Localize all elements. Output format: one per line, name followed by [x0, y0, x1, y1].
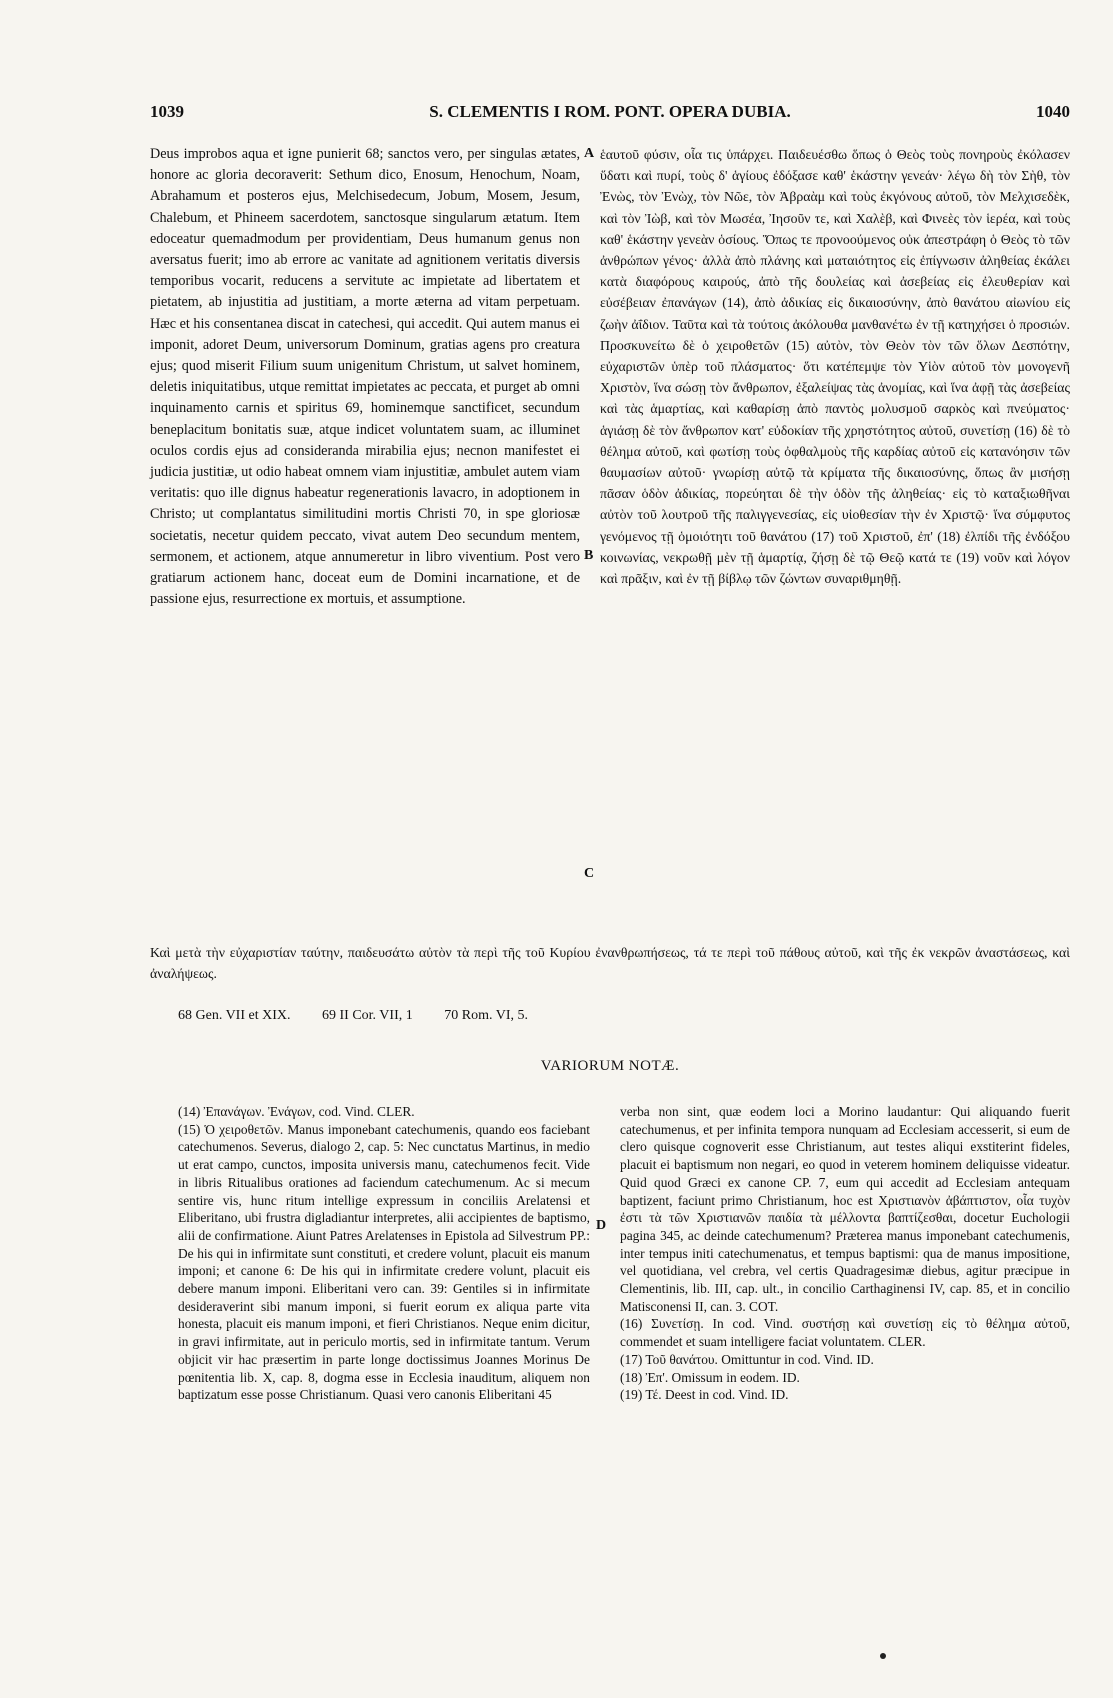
margin-letter-d: D	[596, 1218, 607, 1233]
notes-right-column	[620, 1103, 1070, 1404]
scripture-ref: 69 II Cor. VII, 1	[322, 1008, 413, 1023]
latin-text: Deus improbos aqua et igne punierit 68; sanctos vero, per singulas ætates, honore ac gloria decoraverit: Sethum dico, Enosum, Henochum, Noam, Abrahamum et posteros ejus, Melchisedecum, Jobum, Mosem, Jesum, Chalebum, et Phineem sacerdotem, sanctosque singularum ætatum. Item edoceatur quemadmodum per providentiam, Deus humanum genus non aversatus fuerit; imo ab errore ac vanitate ad agnitionem veritatis diversis temporibus vocarit, reducens a servitute ac impietate ad libertatem et pietatem, ab injustitia ad justitiam, a morte æterna ad vitam perpetuam. Hæc et his consentanea discat in catechesi, qui accedit. Qui autem manus ei imponit, adoret Deum, universorum Dominum, gratias agens pro creatura ejus; quod miserit Filium suum unigenitum Christum, ut salvet hominem, deletis iniquitatibus, utque remittat impietates ac peccata, et purget ab omni inquinamento carnis et spiritus 69, hominemque sanctificet, secundum beneplacitum bonitatis suæ, atque indicet voluntatem suam, ac illuminet oculos cordis ejus ad consideranda mirabilia ejus; necnon manifestet ei judicia justitiæ, ut odio habeat omnem viam injustitiæ, ambulet autem viam veritatis: quo ille dignus habeatur regenerationis lavacro, in adoptionem in Christo; ut complantatus similitudini mortis Christi 70, in spe gloriosæ societatis, necetur quidem peccato, vivat autem Deo secundum mentem, sermonem, et actionem, atque annumeretur in libro viventium. Post vero gratiarum actionem hanc, doceat eum de Domini incarnatione, et de passione ejus, resurrectione ex mortuis, et assumptione.	[150, 146, 580, 608]
greek-fullwidth-paragraph: Καὶ μετὰ τὴν εὐχαριστίαν ταύτην, παιδευσάτω αὐτὸν τὰ περὶ τῆς τοῦ Κυρίου ἐνανθρωπήσεως, τά τε περὶ τοῦ πάθους αὐτοῦ, καὶ τῆς ἐκ νεκρῶν ἀναστάσεως, καὶ ἀναλήψεως.	[150, 945, 1070, 981]
note-19: (19) Τέ. Deest in cod. Vind. ID.	[620, 1387, 789, 1403]
note-18: (18) Ἐπ'. Omissum in eodem. ID.	[620, 1369, 800, 1385]
note-14: (14) Ἐπανάγων. Ἐνάγων, cod. Vind. CLER.	[178, 1104, 415, 1119]
ink-speck	[880, 1653, 886, 1659]
note-15-continued: verba non sint, quæ eodem loci a Morino laudantur: Qui aliquando fuerit catechumenus, et per infinita tempora nunquam ad Ecclesiam accesserit, si eum de clero quisque cognoverit esse Christianum, aut testes aliqui exstiterint fideles, placuit ei baptismum non negari, eo quod in veterem hominem deliquisse videatur. Quid quod Græci ex canone CP. 7, eum qui accedit ad Ecclesiam antequam baptizent, faciunt primo Christianum, hoc est Χριστιανὸν ἀβάπτιστον, οἷα τυχὸν ἐστι τὰ τῶν Χριστιανῶν παιδία τὰ μέλλοντα βαπτίζεσθαι, docetur Euchologii pagina 345, ac deinde catechumenum? Præterea manus imponebant catechumenis, inter tempus initi catechumenatus, et tempus baptismi: qua de manus impositione, vel quotidiana, vel crebra, vel certis Quadragesimæ diebus, agitur præcipue in Clementinis, lib. III, cap. ult., in concilio Carthaginensi IV, cap. 85, et in concilio Matisconensi II, can. 3. COT.	[620, 1104, 1070, 1314]
notes-left-column	[178, 1103, 590, 1404]
greek-column	[600, 144, 1070, 589]
latin-column	[150, 144, 580, 610]
page-number-right: 1040	[1036, 102, 1070, 121]
page-number-left: 1039	[150, 102, 184, 121]
margin-letter-b: B	[584, 548, 594, 563]
scripture-ref: 68 Gen. VII et XIX.	[178, 1008, 291, 1023]
scripture-references	[178, 1008, 1038, 1024]
section-title: VARIORUM NOTÆ.	[540, 1058, 680, 1074]
running-title: S. CLEMENTIS I ROM. PONT. OPERA DUBIA.	[429, 102, 791, 121]
note-17: (17) Τοῦ θανάτου. Omittuntur in cod. Vind. ID.	[620, 1351, 874, 1367]
note-15: (15) Ὁ χειροθετῶν. Manus imponebant catechumenis, quando eos faciebant catechumenos. Severus, dialogo 2, cap. 5: Nec cunctatus Martinus, in medio ut erat campo, cunctos, imposita universis manu, catechumenos fecit. Vide in libris Ritualibus orationes ad faciendum catechumenum. Ac si mecum sentire vis, hunc ritum intellige expressum in conciliis Arelatensi et Eliberitano, ubi frustra digladiantur interpretes, alii accipientes de baptismo, alii de confirmatione. Aiunt Patres Arelatenses in Epistola ad Silvestrum PP.: De his qui in infirmitate sunt constituti, et credere volunt, placuit eis manum imponi; et canone 6: De his qui in infirmitate credere volunt, placuit eis debere manum imponi. Eliberitani vero can. 39: Gentiles si in infirmitate desideraverint sibi manum imponi, si fuerit eorum ex aliqua parte vita honesta, placuit eis manum imponi, et fieri Christianos. Neque enim dicitur, in gravi infirmitate, aut in periculo mortis, sed in infirmitate tantum. Verum objicit vir hac præsertim in parte longe doctissimus Joannes Morinus De pœnitentia lib. X, cap. 8, dogma esse in Ecclesia inauditum, aliquem non baptizatum esse posse Christianum. Quasi vero canonis Eliberitani 45	[178, 1121, 590, 1403]
note-16: (16) Συνετίσῃ. In cod. Vind. συστήσῃ καὶ συνετίσῃ εἰς τὸ θέλημα αὐτοῦ, commendet et suam intelligere faciat voluntatem. CLER.	[620, 1316, 1070, 1350]
scripture-ref: 70 Rom. VI, 5.	[444, 1008, 528, 1023]
margin-letter-a: A	[584, 146, 595, 161]
running-header	[150, 100, 1070, 128]
greek-text: ἑαυτοῦ φύσιν, οἷα τις ὑπάρχει. Παιδευέσθω ὅπως ὁ Θεὸς τοὺς πονηροὺς ἐκόλασεν ὕδατι καὶ πυρί, τοὺς δ' ἁγίους ἐδόξασε καθ' ἑκάστην γενεάν· λέγω δὴ τὸν Σὴθ, τὸν Ἐνὼς, τὸν Ἐνὼχ, τὸν Νῶε, τὸν Ἀβραὰμ καὶ τοὺς ἐκγόνους αὐτοῦ, τὸν Μελχισεδὲκ, καὶ τὸν Ἰὼβ, καὶ τὸν Μωσέα, Ἰησοῦν τε, καὶ Χαλὲβ, καὶ Φινεὲς τὸν ἱερέα, καὶ τοὺς καθ' ἑκάστην γενεὰν ὁσίους. Ὅπως τε προνοούμενος οὐκ ἀπεστράφη ὁ Θεὸς τὸ τῶν ἀνθρώπων γένος· ἀλλὰ ἀπὸ πλάνης καὶ ματαιότητος εἰς ἐπίγνωσιν ἀληθείας ἐκάλει κατὰ διαφόρους καιρούς, ἀπὸ τῆς δουλείας καὶ ἀσεβείας εἰς ἐλευθερίαν καὶ εὐσέβειαν ἐπανάγων (14), ἀπὸ ἀδικίας εἰς δικαιοσύνην, ἀπὸ θανάτου αἰωνίου εἰς ζωὴν ἀΐδιον. Ταῦτα καὶ τὰ τούτοις ἀκόλουθα μανθανέτω ἐν τῇ κατηχήσει ὁ προσιών. Προσκυνείτω δὲ ὁ χειροθετῶν (15) αὐτὸν, τὸν Θεὸν τὸν τῶν ὅλων Δεσπότην, εὐχαριστῶν ὑπὲρ τοῦ πλάσματος· ὅτι κατέπεμψε τὸν Υἱὸν αὐτοῦ τὸν μονογενῆ Χριστὸν, ἵνα σώσῃ τὸν ἄνθρωπον, ἐξαλείψας τὰς ἀνομίας, καὶ ἵνα ἀφῇ τὰς ἀσεβείας καὶ τὰς ἁμαρτίας, καὶ καθαρίσῃ ἀπὸ παντὸς μολυσμοῦ σαρκὸς καὶ πνεύματος· ἁγιάσῃ δὲ τὸν ἄνθρωπον κατ' εὐδοκίαν τῆς χρηστότητος αὐτοῦ, συνετίσῃ (16) δὲ τὸ θέλημα αὐτοῦ, καὶ φωτίσῃ τοὺς ὀφθαλμοὺς τῆς καρδίας αὐτοῦ εἰς κατανόησιν τῶν θαυμασίων αὐτοῦ· γνωρίσῃ αὐτῷ τὰ κρίματα τῆς δικαιοσύνης, ὅπως ἂν μισήσῃ πᾶσαν ὁδὸν ἀδικίας, πορεύηται δὲ τὴν ὁδὸν τῆς ἀληθείας· εἰς τὸ καταξιωθῆναι αὐτὸν τοῦ λουτροῦ τῆς παλιγγενεσίας, εἰς υἱοθεσίαν τὴν ἐν Χριστῷ· ἵνα σύμφυτος γενόμενος τῇ ὁμοιότητι τοῦ θανάτου (17) τοῦ Χριστοῦ, ἐπ' (18) ἐλπίδι τῆς ἐνδόξου κοινωνίας, νεκρωθῇ μὲν τῇ ἁμαρτίᾳ, ζήσῃ δὲ τῷ Θεῷ κατά τε (19) νοῦν καὶ λόγον καὶ πρᾶξιν, καὶ ἐν τῇ βίβλῳ τῶν ζώντων συναριθμηθῇ.	[600, 147, 1070, 587]
margin-letter-c: C	[584, 866, 595, 881]
